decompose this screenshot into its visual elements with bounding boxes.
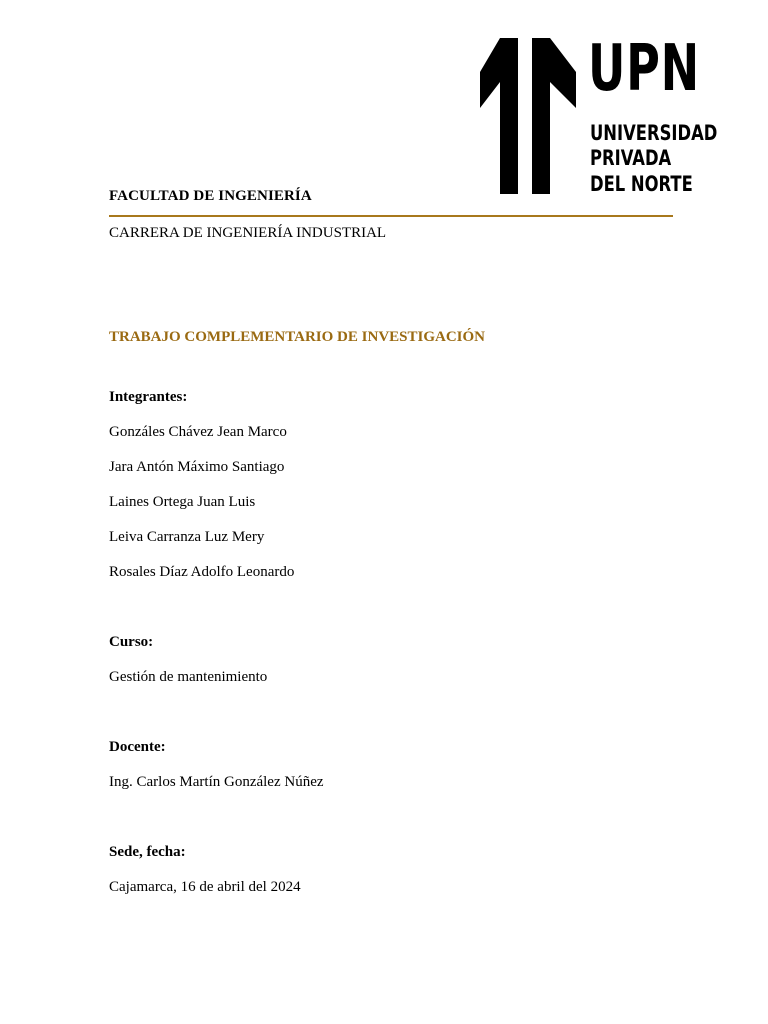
member-name: Rosales Díaz Adolfo Leonardo — [109, 564, 295, 580]
upn-arrow-icon — [478, 34, 578, 196]
logo-line-del-norte: DEL NORTE — [590, 172, 693, 196]
venue-date-label: Sede, fecha: — [109, 844, 186, 860]
logo-upn-text: UPN — [588, 32, 700, 106]
teacher-value: Ing. Carlos Martín González Núñez — [109, 774, 324, 790]
course-value: Gestión de mantenimiento — [109, 669, 268, 685]
document-title: TRABAJO COMPLEMENTARIO DE INVESTIGACIÓN — [109, 329, 486, 345]
university-logo — [478, 32, 718, 198]
logo-line-universidad: UNIVERSIDAD — [590, 121, 718, 145]
member-name: Leiva Carranza Luz Mery — [109, 529, 265, 545]
faculty-heading: FACULTAD DE INGENIERÍA — [109, 188, 312, 204]
members-label: Integrantes: — [109, 389, 188, 405]
header-divider — [109, 215, 673, 217]
member-name: Jara Antón Máximo Santiago — [109, 459, 285, 475]
teacher-label: Docente: — [109, 739, 166, 755]
venue-date-value: Cajamarca, 16 de abril del 2024 — [109, 879, 301, 895]
logo-line-privada: PRIVADA — [590, 146, 672, 170]
course-label: Curso: — [109, 634, 154, 650]
member-name: Laines Ortega Juan Luis — [109, 494, 256, 510]
career-name: CARRERA DE INGENIERÍA INDUSTRIAL — [109, 225, 387, 241]
member-name: Gonzáles Chávez Jean Marco — [109, 424, 287, 440]
